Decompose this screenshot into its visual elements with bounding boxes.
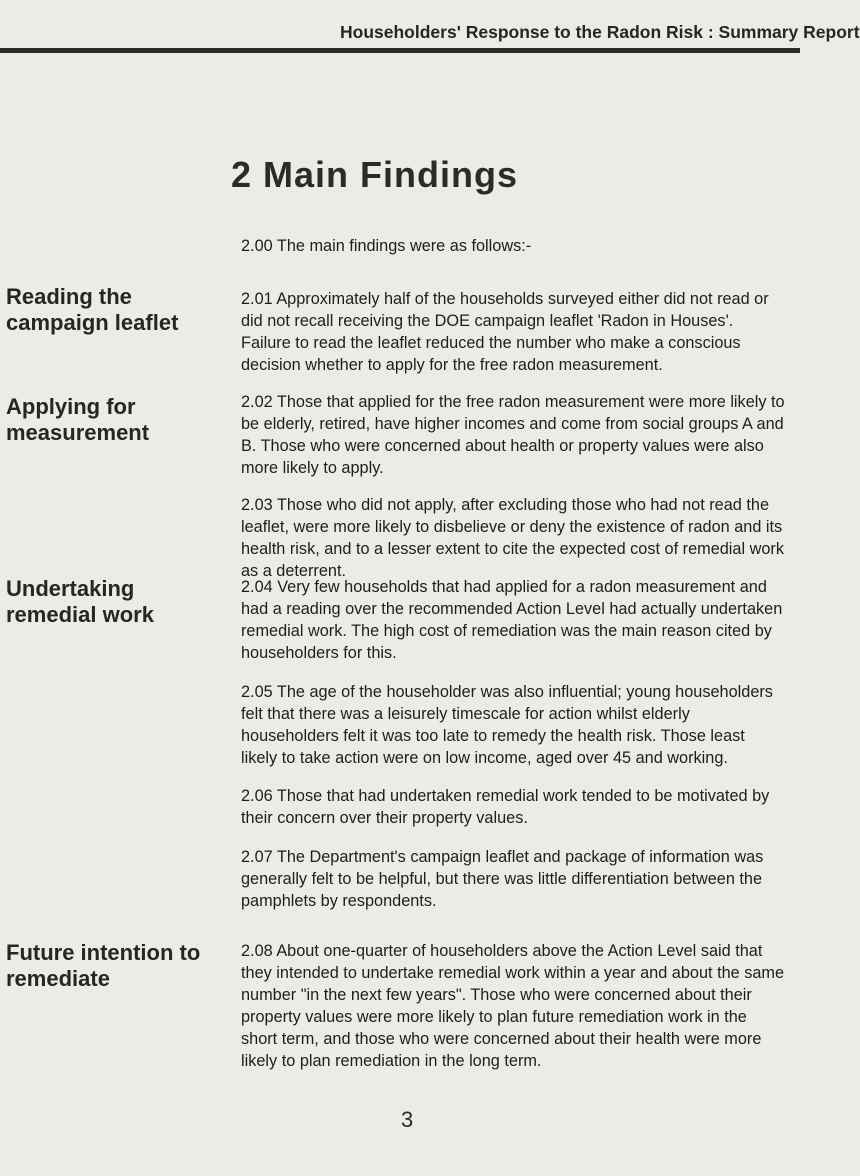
paragraph-2-06: 2.06 Those that had undertaken remedial work tended to be motivated by their concern over their property values. (241, 787, 770, 827)
paragraph-2-07: 2.07 The Department's campaign leaflet and package of information was generally felt to be helpful, but there was little differentiation between the pamphlets by respondents. (241, 848, 764, 910)
paragraph-2-08: 2.08 About one-quarter of householders above the Action Level said that they intended to undertake remedial work within a year and about the same number "in the next few years". Those who were concerned about their property values were more likely to plan future remediation work in the short term, and those who were concerned about their health were more likely to plan remediation in the long term. (241, 942, 785, 1070)
header-rule (0, 48, 800, 53)
sidebar-heading-reading-leaflet: Reading the campaign leaflet (6, 284, 179, 335)
sidebar-heading-future-intention: Future intention to remediate (6, 940, 201, 991)
paragraph-2-05: 2.05 The age of the householder was also influential; young householders felt that there was a leisurely timescale for action whilst elderly householders felt it was too late to remedy the health risk. Those least likely to take action were on low income, aged over 45 and working. (241, 683, 773, 767)
sidebar-heading-undertaking-remedial-work: Undertaking remedial work (6, 576, 154, 627)
paragraph-2-02: 2.02 Those that applied for the free radon measurement were more likely to be elderly, retired, have higher incomes and come from social groups A and B. Those who were concerned about health or property values were also more likely to apply. (241, 393, 785, 477)
page-number: 3 (401, 1107, 414, 1132)
paragraph-2-00: 2.00 The main findings were as follows:- (241, 237, 532, 255)
running-header: Householders' Response to the Radon Risk : Summary Report (340, 22, 860, 42)
section-title: 2 Main Findings (231, 154, 519, 195)
paragraph-2-04: 2.04 Very few households that had applied for a radon measurement and had a reading over the recommended Action Level had actually undertaken remedial work. The high cost of remediation was the main reason cited by householders for this. (241, 578, 783, 662)
sidebar-heading-applying-measurement: Applying for measurement (6, 394, 150, 445)
paragraph-2-03: 2.03 Those who did not apply, after excluding those who had not read the leaflet, were more likely to disbelieve or deny the existence of radon and its health risk, and to a lesser extent to cite the expected cost of remedial work as a deterrent. (241, 496, 784, 580)
paragraph-2-01: 2.01 Approximately half of the households surveyed either did not read or did not recall receiving the DOE campaign leaflet 'Radon in Houses'. Failure to read the leaflet reduced the number who make a conscious decision whether to apply for the free radon measurement. (241, 290, 769, 374)
